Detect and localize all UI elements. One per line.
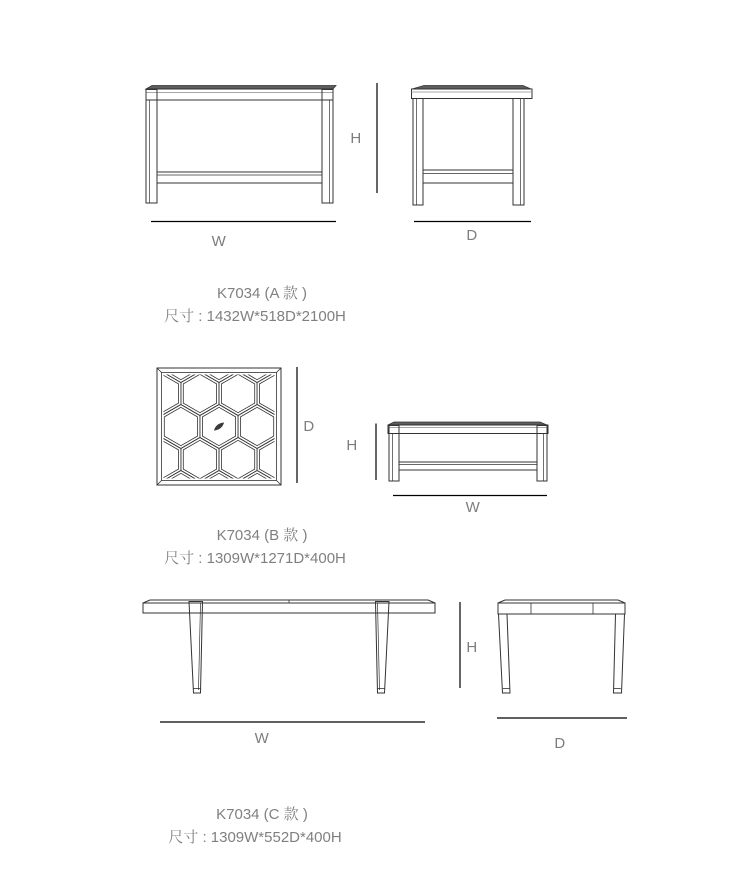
tabletop-face [146, 89, 333, 100]
tabletop-edge [146, 86, 336, 90]
tabletop-face [388, 425, 548, 434]
lower-shelf [399, 462, 537, 470]
depth-label-a: D [466, 227, 478, 244]
depth-label-b: D [303, 418, 315, 435]
left-leg [499, 614, 511, 693]
right-leg [322, 90, 333, 204]
table-a-front-view [146, 86, 336, 204]
width-label-c: W [254, 730, 270, 747]
tabletop-edge [412, 86, 531, 90]
lower-shelf [423, 170, 513, 183]
bench-c-front-view [143, 600, 435, 693]
left-leg [146, 90, 157, 204]
height-label-a: H [350, 130, 362, 147]
table-b-front-view [388, 422, 548, 481]
lower-shelf [157, 172, 322, 183]
wood-grain-mark [212, 421, 225, 433]
right-leg [614, 614, 625, 693]
dimension-lines-c [160, 602, 627, 722]
product-title-c: K7034 (C 款 ) [216, 806, 308, 823]
bench-c-side-view [498, 600, 625, 693]
dimension-lines-a [151, 83, 531, 222]
left-leg [413, 99, 423, 206]
width-label-b: W [465, 499, 481, 516]
product-spec-a: 尺寸 : 1432W*518D*2100H [164, 308, 346, 325]
depth-label-c: D [554, 735, 566, 752]
dimension-lines-b [297, 367, 547, 496]
table-a-side-view [412, 86, 533, 206]
width-label-a: W [211, 233, 227, 250]
tabletop-face [412, 89, 533, 99]
tabletop-face [143, 603, 435, 613]
product-title-a: K7034 (A 款 ) [216, 285, 308, 302]
right-leg [513, 99, 524, 206]
product-spec-b: 尺寸 : 1309W*1271D*400H [164, 550, 346, 567]
height-label-b: H [346, 437, 358, 454]
height-label-c: H [466, 639, 478, 656]
tabletop-face [498, 603, 625, 614]
product-spec-c: 尺寸 : 1309W*552D*400H [168, 829, 342, 846]
product-title-b: K7034 (B 款 ) [216, 527, 308, 544]
